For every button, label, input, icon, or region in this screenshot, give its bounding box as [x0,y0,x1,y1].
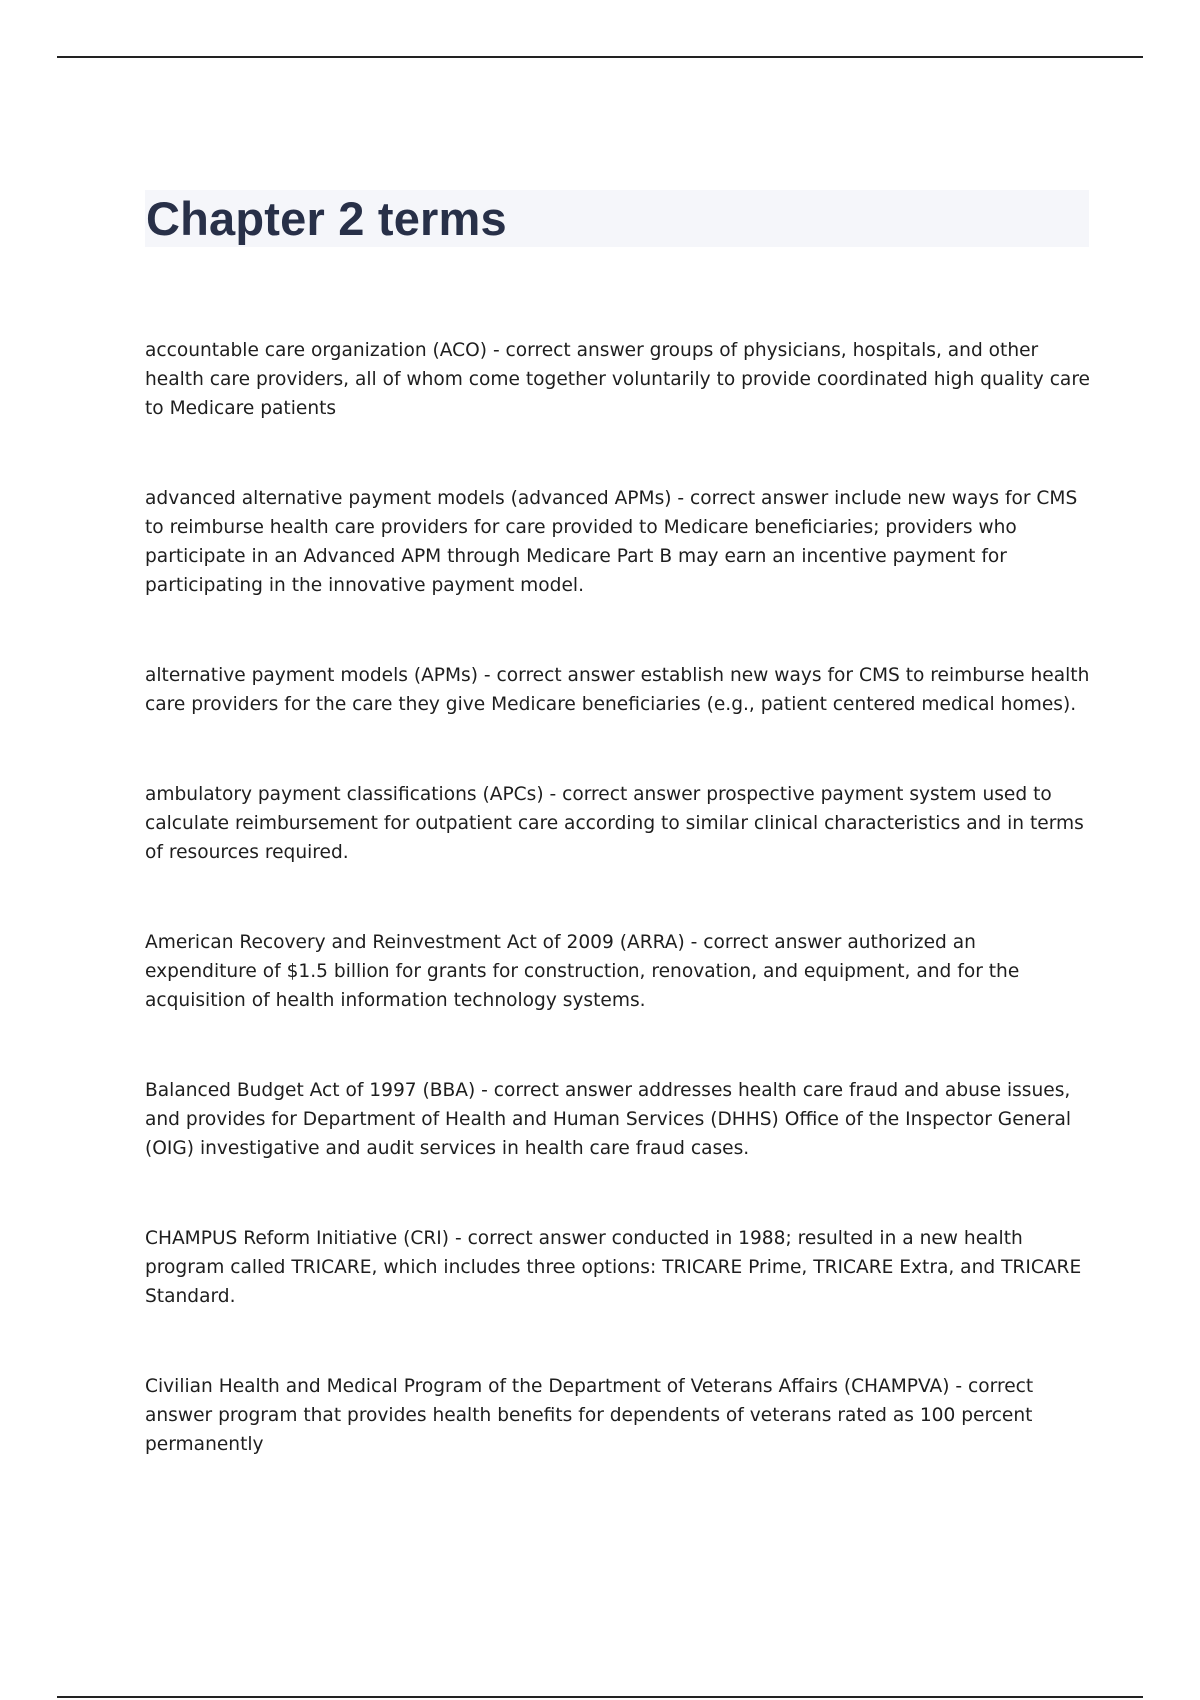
terms-list [145,336,1093,1520]
term-entry: CHAMPUS Reform Initiative (CRI) - correct answer conducted in 1988; resulted in a new health program called TRICARE, which includes three options: TRICARE Prime, TRICARE Extra, and TRICARE Standard. [145,1228,1082,1307]
term-entry: Balanced Budget Act of 1997 (BBA) - correct answer addresses health care fraud and abuse issues, and provides for Department of Health and Human Services (DHHS) Office of the Inspector General (OIG) investigative and audit services in health care fraud cases. [145,1080,1072,1159]
term-entry: advanced alternative payment models (advanced APMs) - correct answer include new ways for CMS to reimburse health care providers for care provided to Medicare beneficiaries; providers who participate in an Advanced APM through Medicare Part B may earn an incentive payment for participating in the innovative payment model. [145,488,1078,596]
page-title: Chapter 2 terms [146,192,507,245]
bottom-rule [57,1696,1143,1698]
term-entry: accountable care organization (ACO) - correct answer groups of physicians, hospitals, and other health care providers, all of whom come together voluntarily to provide coordinated high quality care to Medicare patients [145,340,1090,419]
top-rule [57,56,1143,58]
term-entry: American Recovery and Reinvestment Act of 2009 (ARRA) - correct answer authorized an expenditure of $1.5 billion for grants for construction, renovation, and equipment, and for the acquisition of health information technology systems. [145,932,1020,1011]
term-entry: Civilian Health and Medical Program of the Department of Veterans Affairs (CHAMPVA) - correct answer program that provides health benefits for dependents of veterans rated as 100 percent permanently [145,1376,1034,1455]
term-entry: alternative payment models (APMs) - correct answer establish new ways for CMS to reimburse health care providers for the care they give Medicare beneficiaries (e.g., patient centered medical homes). [145,665,1090,715]
term-entry: ambulatory payment classifications (APCs) - correct answer prospective payment system used to calculate reimbursement for outpatient care according to similar clinical characteristics and in terms of resources required. [145,784,1084,863]
